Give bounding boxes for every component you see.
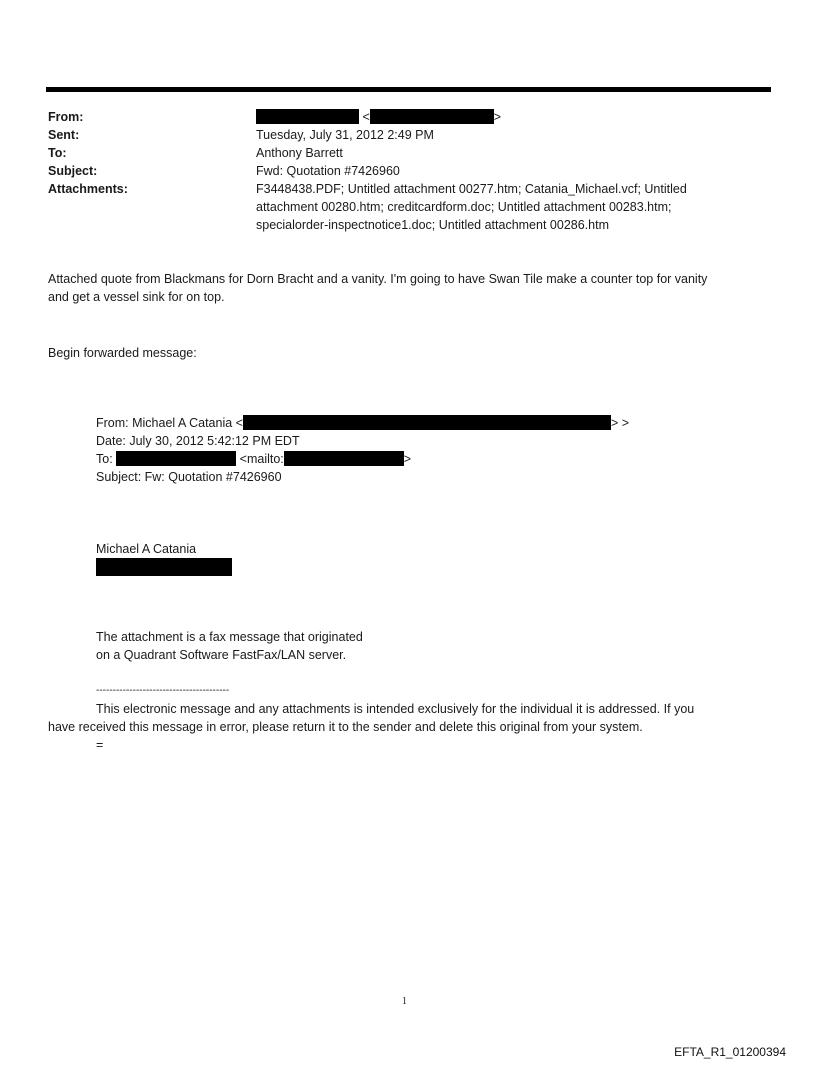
fwd-subject-line: Subject: Fw: Quotation #7426960	[96, 470, 282, 484]
to-value: Anthony Barrett	[256, 146, 343, 160]
paragraph-line: and get a vessel sink for on top.	[48, 290, 225, 304]
fax-line: The attachment is a fax message that originated	[96, 630, 363, 644]
subject-value: Fwd: Quotation #7426960	[256, 164, 400, 178]
from-row	[48, 108, 768, 126]
email-header	[48, 108, 768, 234]
redacted-block	[96, 558, 232, 576]
equals-sign: =	[96, 738, 104, 752]
sent-value: Tuesday, July 31, 2012 2:49 PM	[256, 128, 434, 142]
sent-label: Sent:	[48, 128, 80, 142]
document-id: EFTA_R1_01200394	[674, 1045, 786, 1059]
redacted-block	[284, 451, 404, 466]
fwd-from-text: From: Michael A Catania <	[96, 416, 243, 430]
header-rule	[46, 87, 771, 92]
subject-label: Subject:	[48, 164, 98, 178]
sent-row	[48, 126, 768, 144]
fwd-to-end: >	[403, 452, 412, 466]
forwarded-header	[96, 414, 629, 486]
fwd-to-label: To:	[96, 452, 113, 466]
to-row	[48, 144, 768, 162]
fwd-to-line	[96, 450, 629, 468]
fax-notice	[96, 628, 363, 664]
disclaimer	[48, 700, 768, 754]
redacted-block	[116, 451, 236, 466]
from-gt: >	[493, 110, 502, 124]
fax-line: on a Quadrant Software FastFax/LAN server.	[96, 648, 347, 662]
fwd-from-line	[96, 414, 629, 432]
attachments-line: specialorder-inspectnotice1.doc; Untitled attachment 00286.htm	[256, 218, 609, 232]
attachments-row	[48, 180, 768, 234]
paragraph-line: Attached quote from Blackmans for Dorn Bracht and a vanity. I'm going to have Swan Tile make a counter top for vanity	[48, 272, 708, 286]
attachments-line: F3448438.PDF; Untitled attachment 00277.htm; Catania_Michael.vcf; Untitled	[256, 182, 687, 196]
attachments-value	[256, 180, 768, 234]
fwd-date-line: Date: July 30, 2012 5:42:12 PM EDT	[96, 434, 300, 448]
separator-line: ----------------------------------------	[96, 685, 230, 696]
disclaimer-line: have received this message in error, please return it to the sender and delete this original from your system.	[48, 720, 643, 734]
begin-forwarded: Begin forwarded message:	[48, 346, 197, 360]
from-value	[256, 108, 768, 126]
from-lt: <	[362, 110, 370, 124]
fwd-mailto: <mailto:	[239, 452, 284, 466]
signature-name: Michael A Catania	[96, 542, 197, 556]
signature	[96, 540, 232, 578]
signature-redaction	[96, 558, 232, 578]
from-label: From:	[48, 110, 84, 124]
message-paragraph	[48, 270, 707, 306]
disclaimer-line: This electronic message and any attachments is intended exclusively for the individual it is addressed. If you	[96, 702, 695, 716]
attachments-label: Attachments:	[48, 182, 128, 196]
attachments-line: attachment 00280.htm; creditcardform.doc; Untitled attachment 00283.htm;	[256, 200, 672, 214]
redacted-block	[370, 109, 494, 124]
page-number: 1	[402, 996, 407, 1007]
redacted-block	[243, 415, 611, 430]
to-label: To:	[48, 146, 67, 160]
fwd-from-end: > >	[610, 416, 630, 430]
subject-row	[48, 162, 768, 180]
redacted-block	[256, 109, 359, 124]
